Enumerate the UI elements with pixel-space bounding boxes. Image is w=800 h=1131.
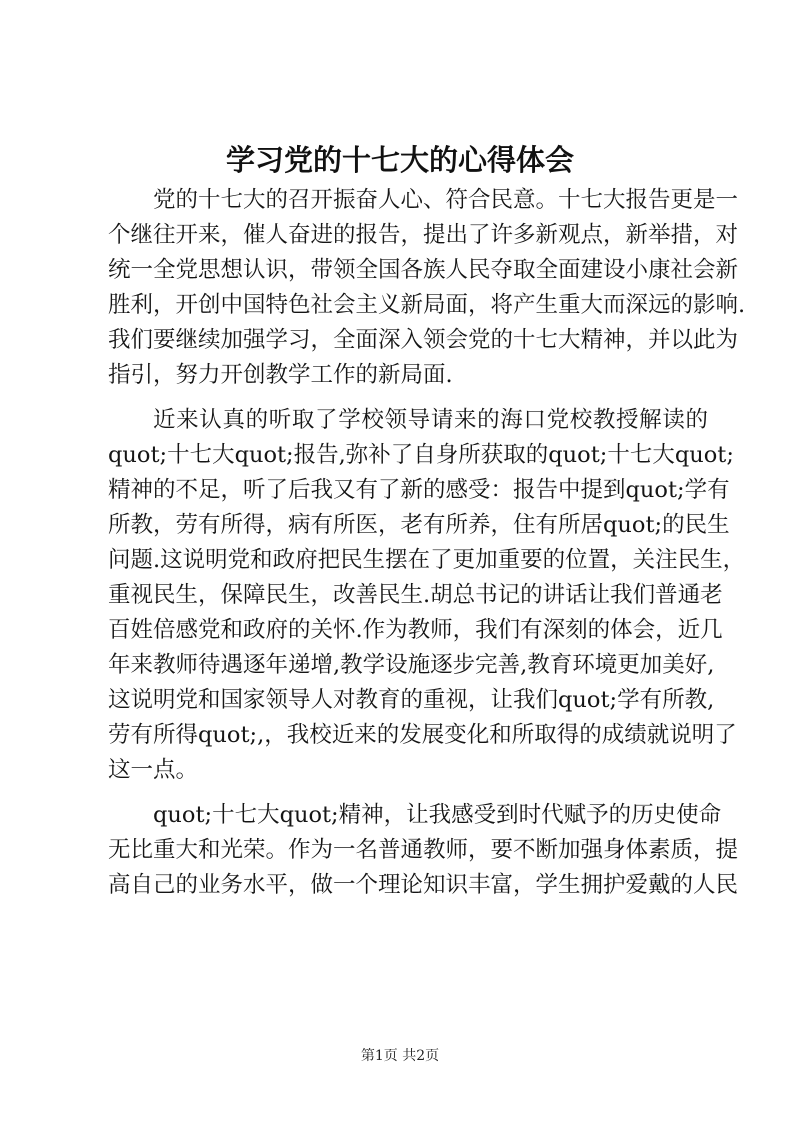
text-line: 胜利，开创中国特色社会主义新局面，将产生重大而深远的影响. [108,292,746,318]
text-line: 所教，劳有所得，病有所医，老有所养，住有所居quot;的民生 [108,512,730,538]
text-line: 精神的不足，听了后我又有了新的感受：报告中提到quot;学有 [108,477,730,503]
text-line: 个继往开来，催人奋进的报告，提出了许多新观点，新举措，对 [108,222,739,248]
text-line: quot;十七大quot;精神，让我感受到时代赋予的历史使命 [153,802,722,828]
paragraph-2 [108,403,746,788]
text-line: quot;十七大quot;报告,弥补了自身所获取的quot;十七大quot; [108,442,734,468]
text-line: 我们要继续加强学习，全面深入领会党的十七大精神，并以此为 [108,327,739,353]
paragraph-3 [108,798,739,903]
text-line: 无比重大和光荣。作为一名普通教师，要不断加强身体素质，提 [108,837,739,863]
text-line: 重视民生，保障民生，改善民生.胡总书记的讲话让我们普通老 [108,582,723,608]
paragraph-1 [108,183,746,393]
page-title: 学习党的十七大的心得体会 [225,143,574,177]
text-line: 统一全党思想认识，带领全国各族人民夺取全面建设小康社会新 [108,257,739,283]
page-footer: 第1页 共2页 [360,1048,440,1064]
text-line: 这一点。 [108,757,199,783]
text-line: 党的十七大的召开振奋人心、符合民意。十七大报告更是一 [153,187,739,213]
text-line: 这说明党和国家领导人对教育的重视，让我们quot;学有所教, [108,687,715,713]
text-line: 指引，努力开创教学工作的新局面. [108,362,453,388]
text-line: 近来认真的听取了学校领导请来的海口党校教授解读的 [153,407,708,433]
text-line: 问题.这说明党和政府把民生摆在了更加重要的位置，关注民生， [108,547,746,573]
text-line: 劳有所得quot;,，我校近来的发展变化和所取得的成绩就说明了 [108,722,737,748]
text-line: 百姓倍感党和政府的关怀.作为教师，我们有深刻的体会，近几 [108,617,723,643]
text-line: 高自己的业务水平，做一个理论知识丰富，学生拥护爱戴的人民 [108,872,739,898]
text-line: 年来教师待遇逐年递增,教学设施逐步完善,教育环境更加美好, [108,652,715,678]
document-body [108,183,746,913]
